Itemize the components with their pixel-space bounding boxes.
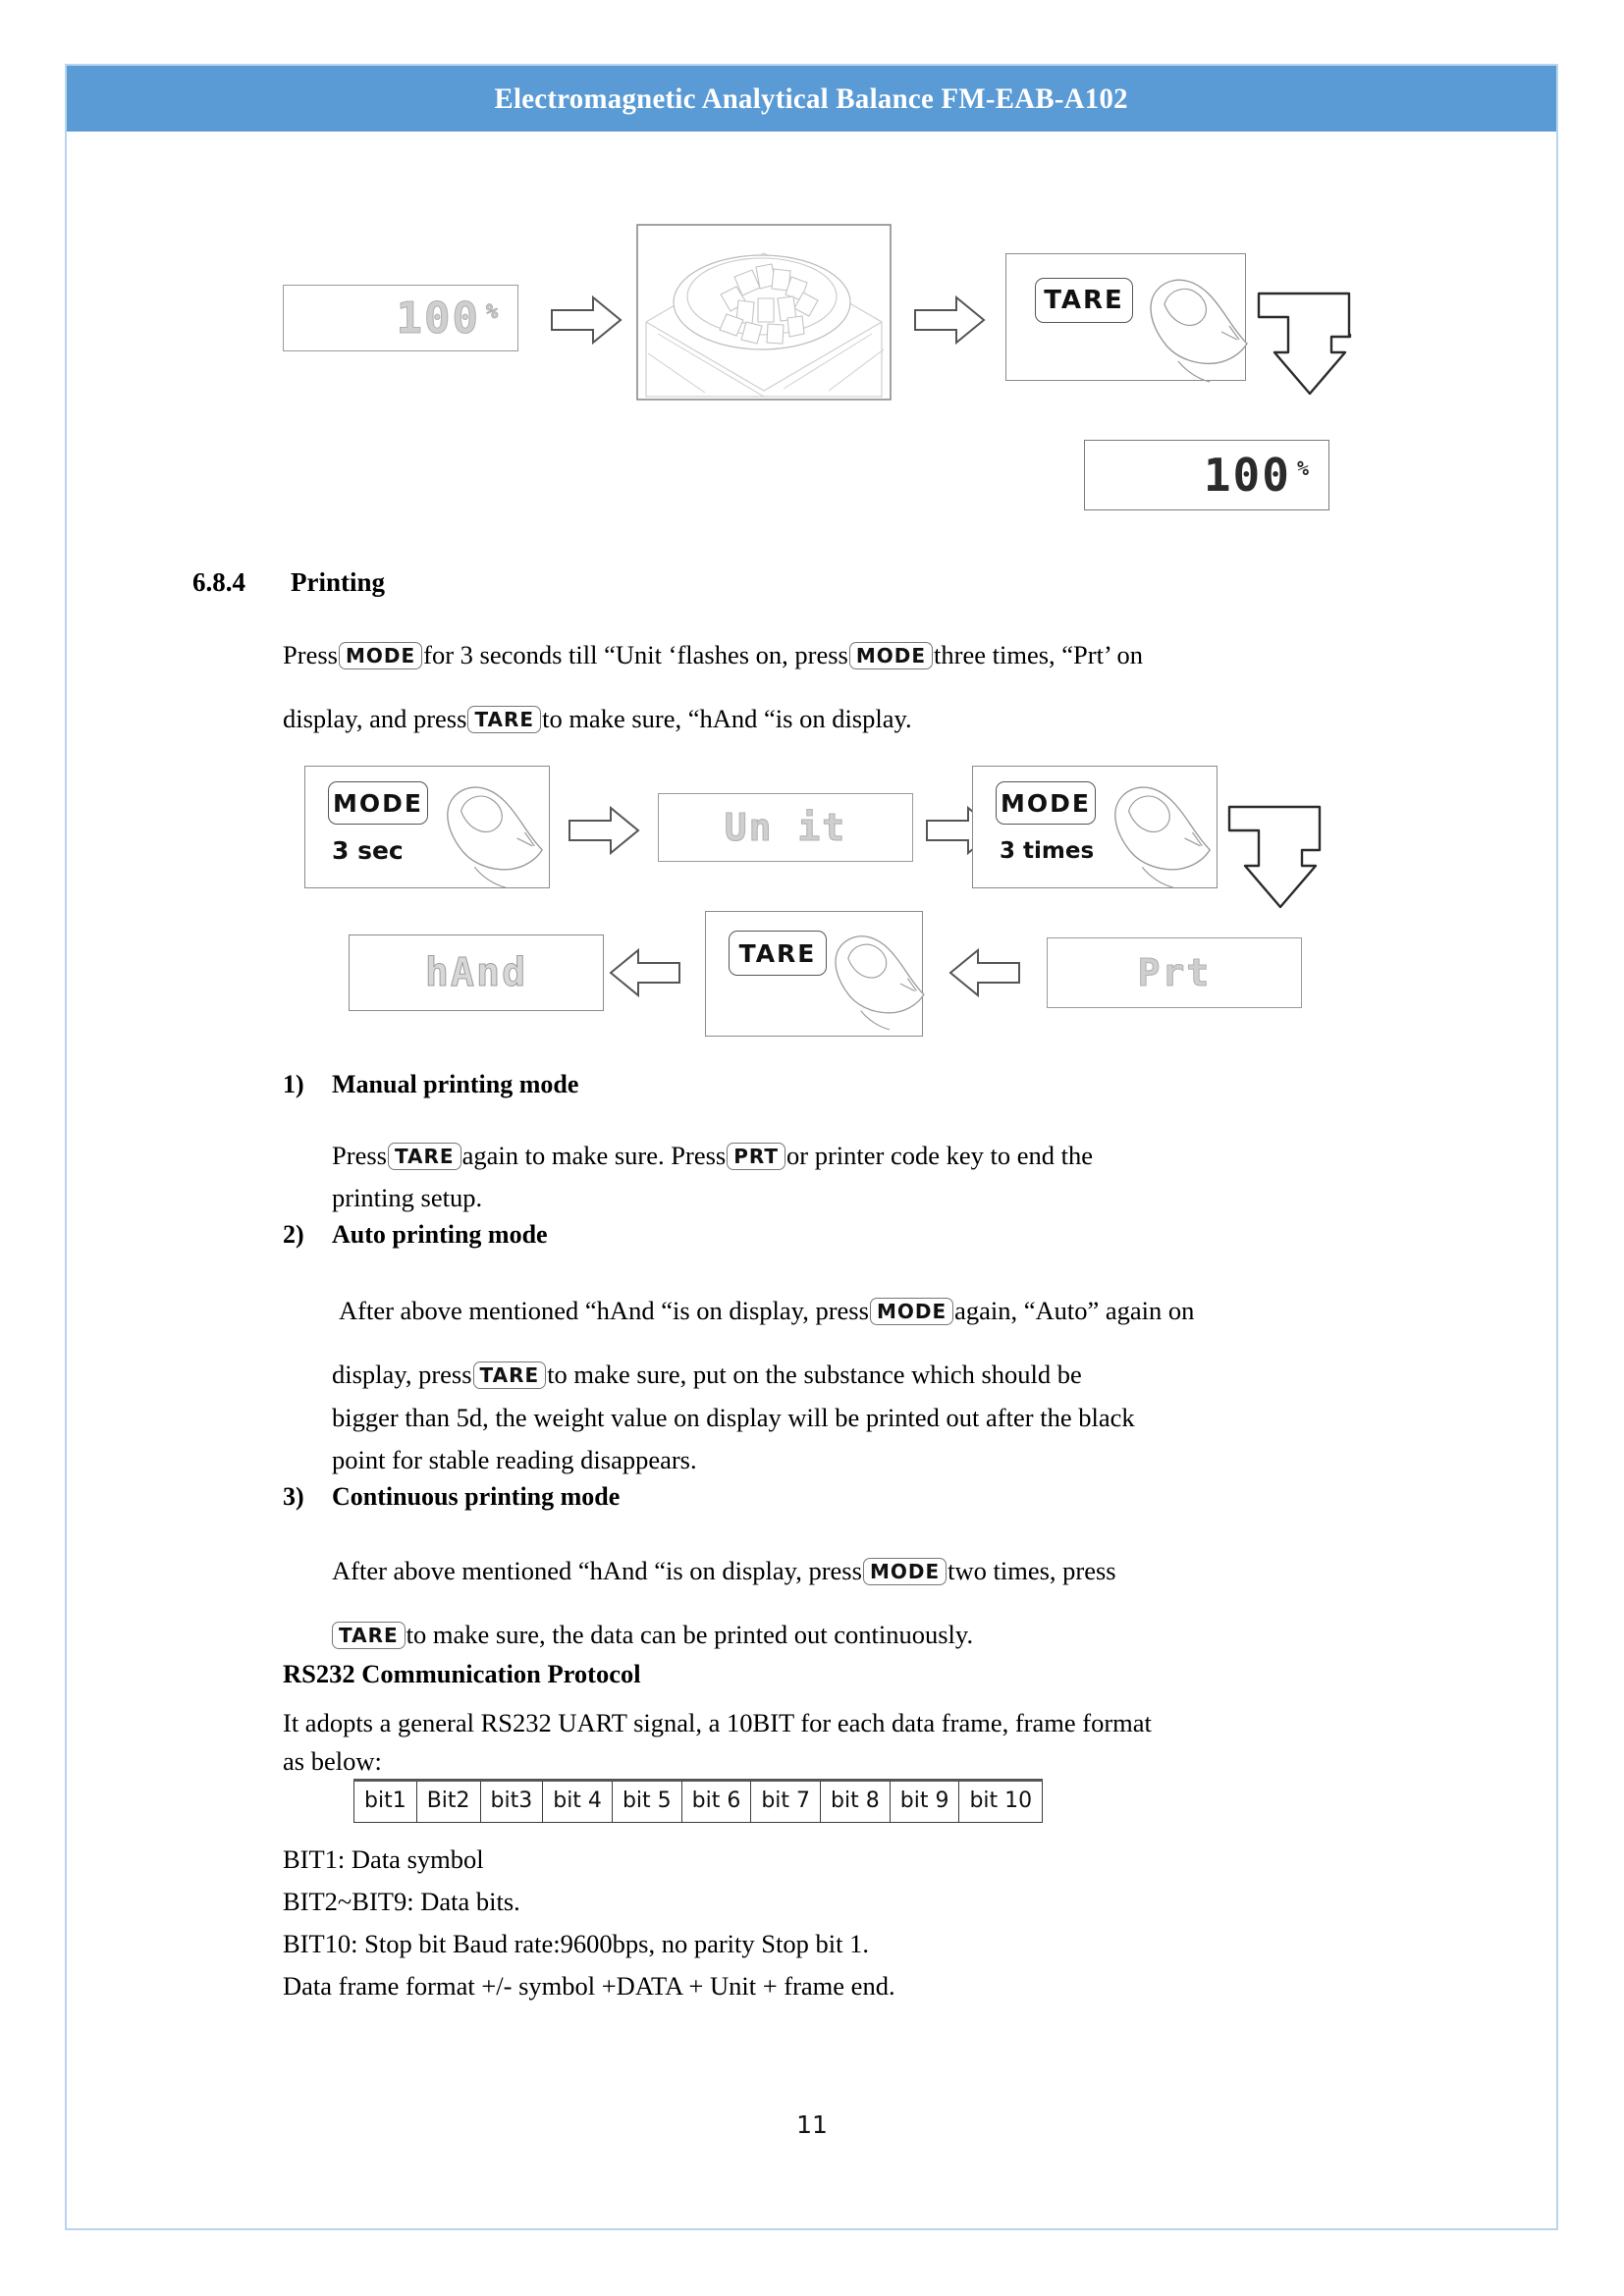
manual-text-b: again to make sure. Press: [461, 1141, 727, 1170]
auto-text-d: to make sure, put on the substance which should be: [547, 1360, 1082, 1389]
data-frame-table: [353, 1779, 1043, 1823]
lcd-display-result: [1084, 440, 1329, 510]
continuous-text-a: After above mentioned “hAnd “is on display, press: [332, 1556, 862, 1585]
pressing-hand-icon-2: [436, 777, 552, 890]
table-cell-bit6: bit 6: [681, 1781, 751, 1823]
page-header-bar: [67, 66, 1556, 132]
lcd-prt-text: Prt: [1137, 951, 1212, 994]
manual-text-a: Press: [332, 1141, 387, 1170]
auto-text-c: display, press: [332, 1360, 472, 1389]
flow-arrow-bent-down-2: [1225, 803, 1324, 911]
mode-key-sublabel-3sec: 3 sec: [332, 836, 404, 865]
list-number-2: 2): [283, 1220, 304, 1249]
list-title-auto-printing: Auto printing mode: [332, 1220, 548, 1249]
list-number-1: 1): [283, 1070, 304, 1098]
lcd-initial-value: 100: [396, 293, 480, 344]
auto-text-a: After above mentioned “hAnd “is on display, press: [339, 1296, 869, 1325]
lcd-display-initial: [283, 285, 518, 351]
page-title: Electromagnetic Analytical Balance FM-EAB-A102: [494, 81, 1129, 115]
auto-mode-paragraph-line-3: bigger than 5d, the weight value on display will be printed out after the black: [332, 1403, 1135, 1432]
continuous-mode-paragraph-line-2: [332, 1613, 1441, 1657]
mode-key-button-3sec[interactable]: MODE: [328, 781, 428, 825]
rs232-note-2: BIT2~BIT9: Data bits.: [283, 1887, 520, 1916]
table-cell-bit1: bit1: [354, 1781, 417, 1823]
auto-mode-paragraph-line-4: point for stable reading disappears.: [332, 1445, 697, 1474]
table-cell-bit8: bit 8: [821, 1781, 891, 1823]
continuous-text-b: two times, press: [947, 1556, 1116, 1585]
manual-mode-paragraph-line-1: [332, 1134, 1436, 1178]
list-title-manual-printing: Manual printing mode: [332, 1070, 579, 1098]
rs232-intro-line-2: as below:: [283, 1746, 382, 1776]
rs232-note-3: BIT10: Stop bit Baud rate:9600bps, no parity Stop bit 1.: [283, 1929, 869, 1958]
rs232-intro-line-1: It adopts a general RS232 UART signal, a 10BIT for each data frame, frame format: [283, 1708, 1152, 1737]
auto-mode-paragraph-line-2: [332, 1353, 1436, 1397]
inline-key-mode-2[interactable]: MODE: [849, 642, 933, 669]
lcd-hand-text: hAnd: [424, 950, 528, 995]
lcd-initial-unit: %: [485, 299, 500, 323]
tare-key-button-2[interactable]: TARE: [729, 931, 827, 976]
pressing-hand-icon-4: [825, 925, 933, 1035]
table-cell-bit2: Bit2: [416, 1781, 480, 1823]
section-paragraph-line-1: [283, 633, 1441, 677]
flow-arrow-bent-down-1: [1255, 290, 1353, 398]
manual-text-c: or printer code key to end the: [786, 1141, 1094, 1170]
paragraph-text-b: for 3 seconds till “Unit ‘flashes on, press: [423, 640, 848, 669]
flow-arrow-right-3: [568, 805, 640, 856]
lcd-display-unit: [658, 793, 913, 862]
section-number: 6.8.4: [192, 567, 245, 597]
paragraph-text-a: Press: [283, 640, 338, 669]
flow-arrow-left-2: [609, 947, 681, 998]
continuous-mode-paragraph-line-1: [332, 1549, 1441, 1593]
lcd-display-hand: [349, 934, 604, 1011]
flow-arrow-right-1: [550, 294, 623, 346]
inline-key-tare-3[interactable]: TARE: [473, 1362, 547, 1389]
table-cell-bit5: bit 5: [612, 1781, 681, 1823]
tare-key-button[interactable]: TARE: [1035, 278, 1133, 323]
flow-arrow-right-2: [913, 294, 986, 346]
mode-key-button-3times[interactable]: MODE: [996, 781, 1096, 825]
auto-mode-paragraph-line-1: [339, 1289, 1443, 1333]
section-paragraph-line-2: [283, 697, 1441, 741]
balance-pan-illustration: [636, 224, 892, 400]
auto-text-b: again, “Auto” again on: [954, 1296, 1195, 1325]
lcd-unit-text: Un it: [724, 806, 847, 849]
manual-mode-paragraph-line-2: printing setup.: [332, 1183, 483, 1212]
inline-key-mode-3[interactable]: MODE: [870, 1298, 953, 1325]
inline-key-tare-1[interactable]: TARE: [467, 706, 541, 733]
inline-key-mode-4[interactable]: MODE: [863, 1558, 947, 1585]
rs232-heading: RS232 Communication Protocol: [283, 1659, 641, 1688]
inline-key-tare-4[interactable]: TARE: [332, 1622, 406, 1649]
flow-arrow-left-1: [948, 947, 1021, 998]
table-cell-bit4: bit 4: [543, 1781, 613, 1823]
table-row: [354, 1781, 1043, 1823]
table-cell-bit7: bit 7: [751, 1781, 821, 1823]
table-cell-bit9: bit 9: [890, 1781, 959, 1823]
list-title-continuous-printing: Continuous printing mode: [332, 1482, 621, 1511]
paragraph-text-d: display, and press: [283, 704, 467, 733]
inline-key-tare-2[interactable]: TARE: [388, 1143, 461, 1170]
pressing-hand-icon-1: [1139, 271, 1257, 384]
lcd-result-unit: %: [1296, 456, 1311, 480]
mode-key-sublabel-3times: 3 times: [1000, 838, 1095, 864]
list-number-3: 3): [283, 1482, 304, 1511]
inline-key-prt-1[interactable]: PRT: [727, 1143, 785, 1170]
rs232-note-4: Data frame format +/- symbol +DATA + Unit + frame end.: [283, 1971, 895, 2001]
paragraph-text-c: three times, “Prt’ on: [934, 640, 1143, 669]
rs232-note-1: BIT1: Data symbol: [283, 1844, 484, 1874]
paragraph-text-e: to make sure, “hAnd “is on display.: [542, 704, 912, 733]
inline-key-mode-1[interactable]: MODE: [339, 642, 422, 669]
table-cell-bit3: bit3: [480, 1781, 543, 1823]
lcd-result-value: 100: [1203, 449, 1291, 502]
lcd-display-prt: [1047, 937, 1302, 1008]
pressing-hand-icon-3: [1104, 777, 1219, 890]
continuous-text-c: to make sure, the data can be printed out continuously.: [406, 1620, 974, 1649]
page-number: 11: [796, 2110, 828, 2139]
section-title: Printing: [291, 567, 386, 597]
table-cell-bit10: bit 10: [959, 1781, 1043, 1823]
